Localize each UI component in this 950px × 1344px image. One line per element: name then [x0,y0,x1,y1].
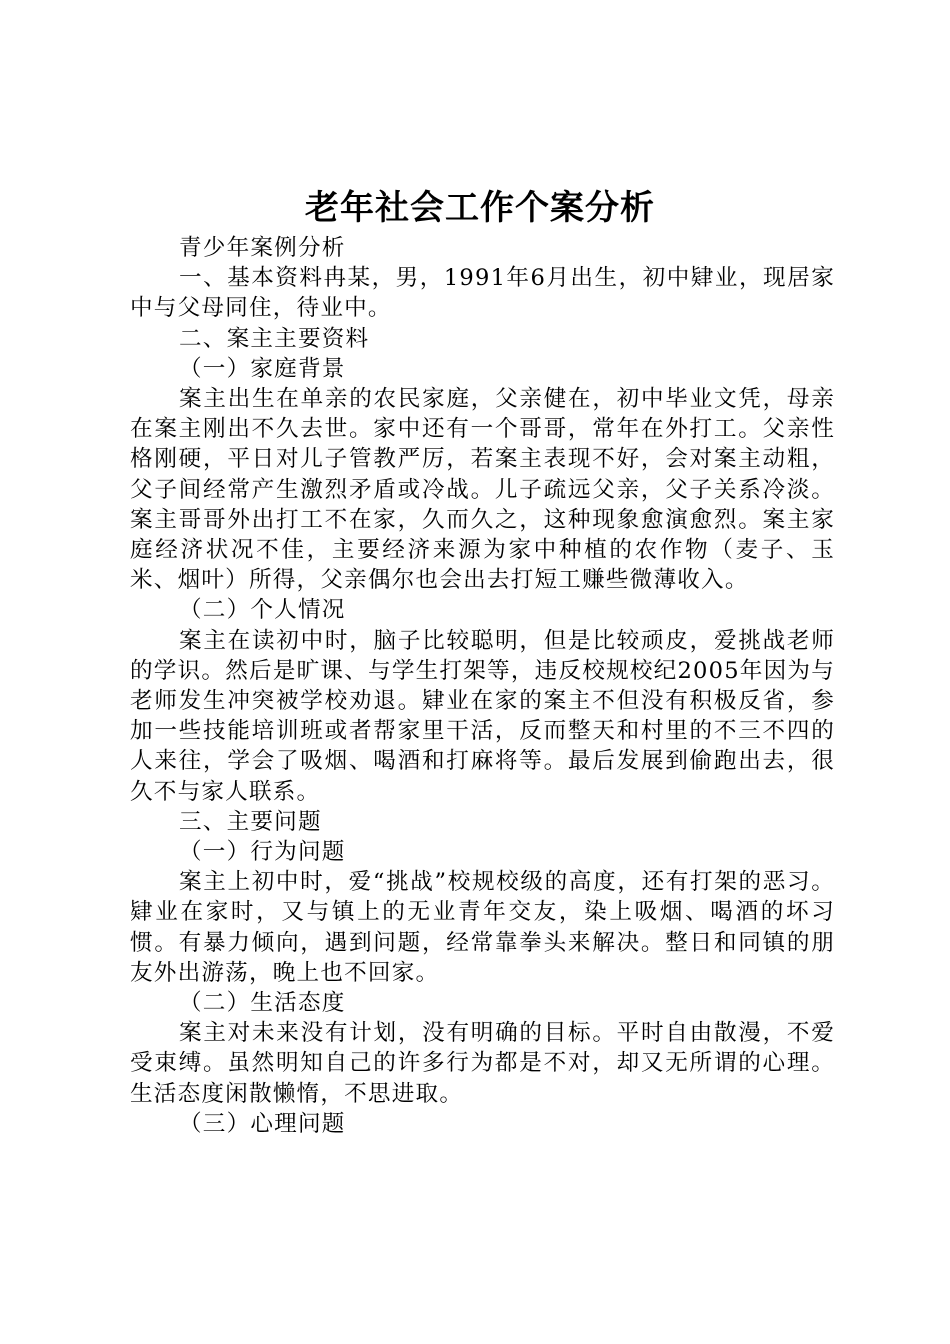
paragraph-personal-situation: 案主在读初中时，脑子比较聪明，但是比较顽皮，爱挑战老师的学识。然后是旷课、与学生打架等，违反校规校纪2005年因为与老师发生冲突被学校劝退。肄业在家的案主不但没有积极反省，参加一些技能培训班或者帮家里干活，反而整天和村里的不三不四的人来往，学会了吸烟、喝酒和打麻将等。最后发展到偷跑出去，很久不与家人联系。 [130,627,835,805]
subsection-heading-family: （一）家庭背景 [179,355,346,382]
subsection-heading-psychology: （三）心理问题 [179,1110,346,1137]
document-body [130,233,835,1139]
subsection-heading-behavior: （一）行为问题 [179,839,346,866]
paragraph-case-heading: 青少年案例分析 [179,235,346,261]
paragraph-behavior: 案主上初中时，爱“挑战”校规校级的高度，还有打架的恶习。肄业在家时，又与镇上的无业青年交友，染上吸烟、喝酒的坏习惯。有暴力倾向，遇到问题，经常靠拳头来解决。整日和同镇的朋友外出游荡，晚上也不回家。 [130,869,835,986]
paragraph-basic-info: 一、基本资料冉某，男，1991年6月出生，初中肄业，现居家中与父母同住，待业中。 [130,265,835,322]
document-title: 老年社会工作个案分析 [305,188,655,228]
subsection-heading-attitude: （二）生活态度 [179,990,346,1017]
section-heading-problems: 三、主要问题 [179,808,322,835]
section-heading-main-info: 二、案主主要资料 [179,325,370,352]
paragraph-attitude: 案主对未来没有计划，没有明确的目标。平时自由散漫，不爱受束缚。虽然明知自己的许多行为都是不对，却又无所谓的心理。生活态度闲散懒惰，不思进取。 [130,1020,835,1107]
paragraph-family-background: 案主出生在单亲的农民家庭，父亲健在，初中毕业文凭，母亲在案主刚出不久去世。家中还有一个哥哥，常年在外打工。父亲性格刚硬，平日对儿子管教严厉，若案主表现不好，会对案主动粗，父子间经常产生激烈矛盾或冷战。儿子疏远父亲，父子关系冷淡。案主哥哥外出打工不在家，久而久之，这种现象愈演愈烈。案主家庭经济状况不佳，主要经济来源为家中种植的农作物（麦子、玉米、烟叶）所得，父亲偶尔也会出去打短工赚些微薄收入。 [130,386,835,594]
subsection-heading-personal: （二）个人情况 [179,597,346,624]
